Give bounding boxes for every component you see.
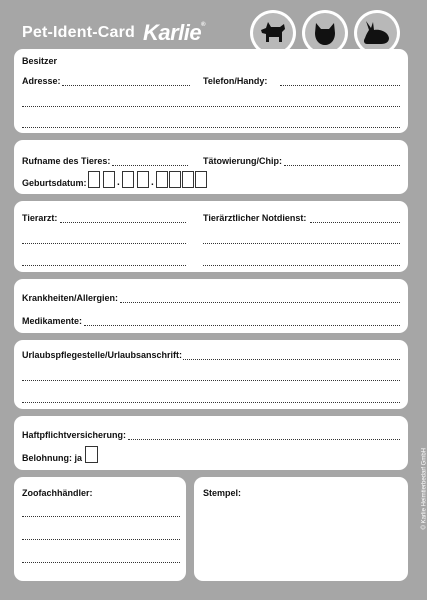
address-line[interactable]	[62, 85, 190, 86]
holiday-address-label: Urlaubspflegestelle/Urlaubsanschrift:	[22, 350, 183, 360]
dog-icon	[258, 20, 288, 46]
liability-insurance-label: Haftpflichtversicherung:	[22, 430, 127, 440]
illness-line[interactable]	[120, 302, 400, 303]
medication-label: Medikamente:	[22, 316, 83, 326]
card-title: Pet-Ident-Card	[22, 24, 136, 41]
date-separator: .	[117, 177, 120, 188]
tattoo-label: Tätowierung/Chip:	[203, 156, 282, 166]
owner-heading: Besitzer	[22, 56, 58, 66]
dealer-line-2[interactable]	[22, 539, 180, 540]
emergency-vet-line-2[interactable]	[203, 243, 400, 244]
birth-day-digit[interactable]	[103, 171, 115, 188]
address-line-2[interactable]	[22, 106, 400, 107]
birth-year-digit[interactable]	[169, 171, 181, 188]
pet-name-line[interactable]	[112, 165, 188, 166]
birth-day-digit[interactable]	[88, 171, 100, 188]
address-line-3[interactable]	[22, 127, 400, 128]
birth-year-digit[interactable]	[182, 171, 194, 188]
dealer-line-1[interactable]	[22, 516, 180, 517]
tattoo-line[interactable]	[284, 165, 400, 166]
emergency-vet-line[interactable]	[310, 222, 400, 223]
cat-icon	[310, 19, 340, 47]
phone-line[interactable]	[280, 85, 400, 86]
holiday-address-line[interactable]	[183, 359, 400, 360]
dealer-label: Zoofachhändler:	[22, 488, 93, 498]
address-label: Adresse:	[22, 76, 61, 86]
birth-year-digit[interactable]	[195, 171, 207, 188]
rabbit-icon	[361, 20, 393, 46]
owner-section	[14, 49, 408, 133]
vet-label: Tierarzt:	[22, 213, 58, 223]
liability-insurance-line[interactable]	[128, 439, 400, 440]
holiday-address-line-2[interactable]	[22, 380, 400, 381]
stamp-label: Stempel:	[203, 488, 242, 498]
vet-line-2[interactable]	[22, 243, 186, 244]
pet-name-label: Rufname des Tieres:	[22, 156, 111, 166]
phone-label: Telefon/Handy:	[203, 76, 268, 86]
dealer-line-3[interactable]	[22, 562, 180, 563]
copyright-note: © Karlie Heimtierbedarf GmbH	[421, 448, 427, 530]
holiday-address-line-3[interactable]	[22, 402, 400, 403]
reward-checkbox[interactable]	[85, 446, 98, 463]
birthdate-label: Geburtsdatum:	[22, 178, 87, 188]
emergency-vet-line-3[interactable]	[203, 265, 400, 266]
illness-label: Krankheiten/Allergien:	[22, 293, 119, 303]
reward-label: Belohnung: ja	[22, 453, 82, 463]
vet-section	[14, 201, 408, 272]
birth-year-digit[interactable]	[156, 171, 168, 188]
birth-month-digit[interactable]	[137, 171, 149, 188]
birth-month-digit[interactable]	[122, 171, 134, 188]
emergency-vet-label: Tierärztlicher Notdienst:	[203, 213, 307, 223]
vet-line[interactable]	[60, 222, 186, 223]
karlie-logo: Karlie®	[143, 20, 206, 45]
medication-line[interactable]	[84, 325, 400, 326]
date-separator: .	[151, 177, 154, 188]
vet-line-3[interactable]	[22, 265, 186, 266]
